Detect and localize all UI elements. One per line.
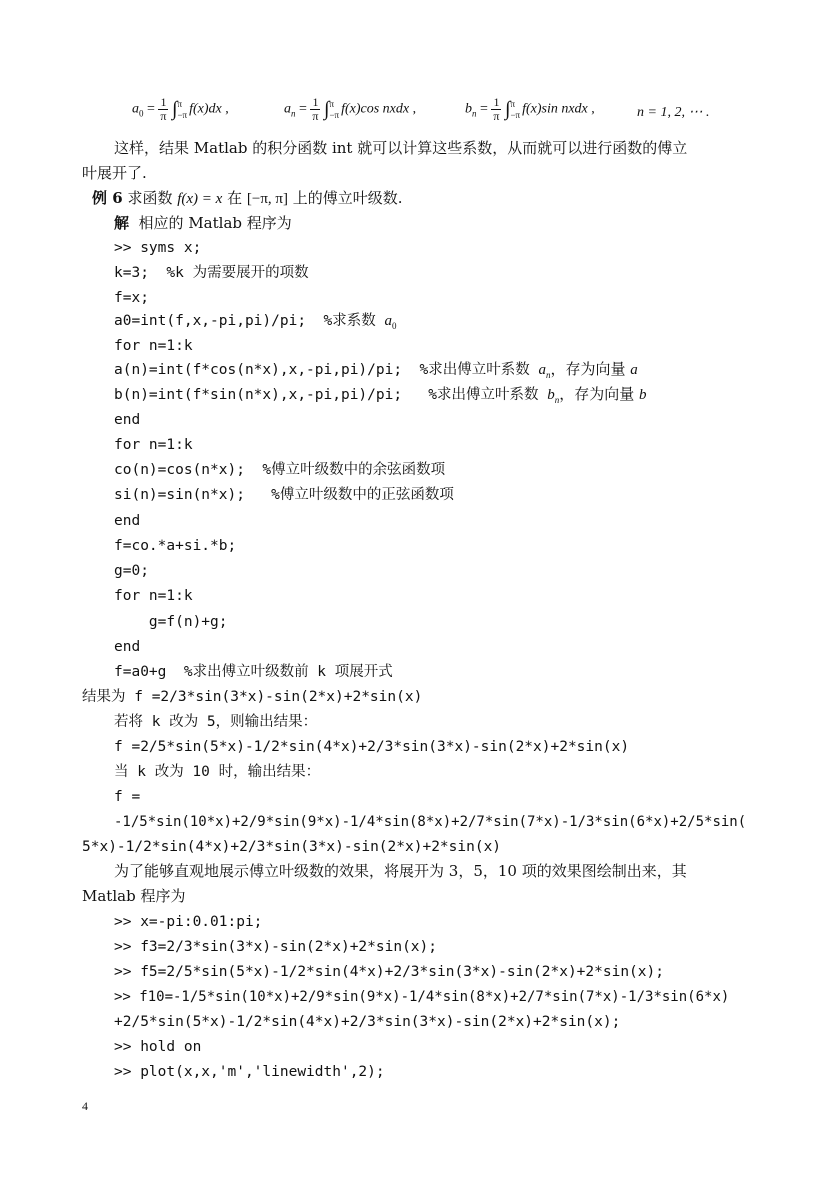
result-line: f =2/5*sin(5*x)-1/2*sin(4*x)+2/3*sin(3*x)-sin(2*x)+2*sin(x)	[114, 739, 630, 755]
code-line: end	[114, 513, 141, 529]
a0-formula: $a_0$ = $\frac{1}{\pi}$ ∫ π −π f(x)dx ,	[132, 95, 229, 123]
n-range: n = 1, 2, ⋯ .	[637, 105, 710, 120]
code-line: +2/5*sin(5*x)-1/2*sin(4*x)+2/3*sin(3*x)-sin(2*x)+2*sin(x);	[114, 1014, 621, 1030]
paragraph-line: 叶展开了.	[82, 164, 147, 182]
code-line: f=a0+g %求出傅立叶级数前 k 项展开式	[114, 664, 393, 680]
code-line: k=3; %k 为需要展开的项数	[114, 265, 309, 281]
code-line: b(n)=int(f*sin(n*x),x,-pi,pi)/pi; %求出傅立叶系数 $b_n$，存为向量 b	[114, 385, 647, 405]
code-line: >> f10=-1/5*sin(10*x)+2/9*sin(9*x)-1/4*sin(8*x)+2/7*sin(7*x)-1/3*sin(6*x)	[114, 989, 730, 1005]
paragraph-line: 这样，结果 Matlab 的积分函数 int 就可以计算这些系数，从而就可以进行函数的傅立	[114, 139, 688, 157]
code-line: g=0;	[114, 563, 149, 579]
paragraph-line: Matlab 程序为	[82, 887, 186, 905]
code-line: a0=int(f,x,-pi,pi)/pi; %求系数 $a_0$	[114, 313, 397, 331]
an-formula: $a_n$ = $\frac{1}{\pi}$ ∫ π −π f(x)cos nxdx ,	[284, 95, 417, 123]
code-line: for n=1:k	[114, 338, 193, 354]
code-line: >> plot(x,x,'m','linewidth',2);	[114, 1064, 385, 1080]
paragraph-line: 为了能够直观地展示傅立叶级数的效果，将展开为 3，5，10 项的效果图绘制出来，其	[114, 862, 687, 880]
result-line: f =	[114, 789, 141, 805]
fourier-coefficient-formula	[132, 86, 732, 130]
code-line: for n=1:k	[114, 437, 193, 453]
code-line: f=x;	[114, 290, 149, 306]
solution-heading: 解 相应的 Matlab 程序为	[114, 214, 292, 232]
text-line: 若将 k 改为 5，则输出结果：	[114, 714, 318, 730]
result-line: 结果为 f =2/3*sin(3*x)-sin(2*x)+2*sin(x)	[82, 689, 423, 705]
example-label: 例 6	[92, 189, 123, 207]
code-line: f=co.*a+si.*b;	[114, 538, 237, 554]
code-line: >> f3=2/3*sin(3*x)-sin(2*x)+2*sin(x);	[114, 939, 438, 955]
bn-formula: $b_n$ = $\frac{1}{\pi}$ ∫ π −π f(x)sin nxdx ,	[465, 95, 595, 123]
example-heading: 例 6 求函数 f(x) = x 在 [−π, π] 上的傅立叶级数.	[92, 189, 403, 207]
code-line: >> hold on	[114, 1039, 202, 1055]
code-line: end	[114, 412, 141, 428]
solution-label: 解	[114, 214, 130, 232]
code-line: >> f5=2/5*sin(5*x)-1/2*sin(4*x)+2/3*sin(3*x)-sin(2*x)+2*sin(x);	[114, 964, 664, 980]
code-line: for n=1:k	[114, 588, 193, 604]
code-line: si(n)=sin(n*x); %傅立叶级数中的正弦函数项	[114, 487, 454, 503]
code-line: >> syms x;	[114, 240, 202, 256]
code-line: g=f(n)+g;	[114, 614, 228, 630]
result-line: 5*x)-1/2*sin(4*x)+2/3*sin(3*x)-sin(2*x)+2*sin(x)	[82, 839, 502, 855]
code-line: co(n)=cos(n*x); %傅立叶级数中的余弦函数项	[114, 462, 446, 478]
code-line: end	[114, 639, 141, 655]
code-line: >> x=-pi:0.01:pi;	[114, 914, 263, 930]
code-line: a(n)=int(f*cos(n*x),x,-pi,pi)/pi; %求出傅立叶系数 $a_n$，存为向量 a	[114, 360, 638, 380]
text-line: 当 k 改为 10 时，输出结果：	[114, 764, 321, 780]
result-line: -1/5*sin(10*x)+2/9*sin(9*x)-1/4*sin(8*x)+2/7*sin(7*x)-1/3*sin(6*x)+2/5*sin(	[114, 814, 747, 830]
page-number: 4	[82, 1099, 88, 1113]
